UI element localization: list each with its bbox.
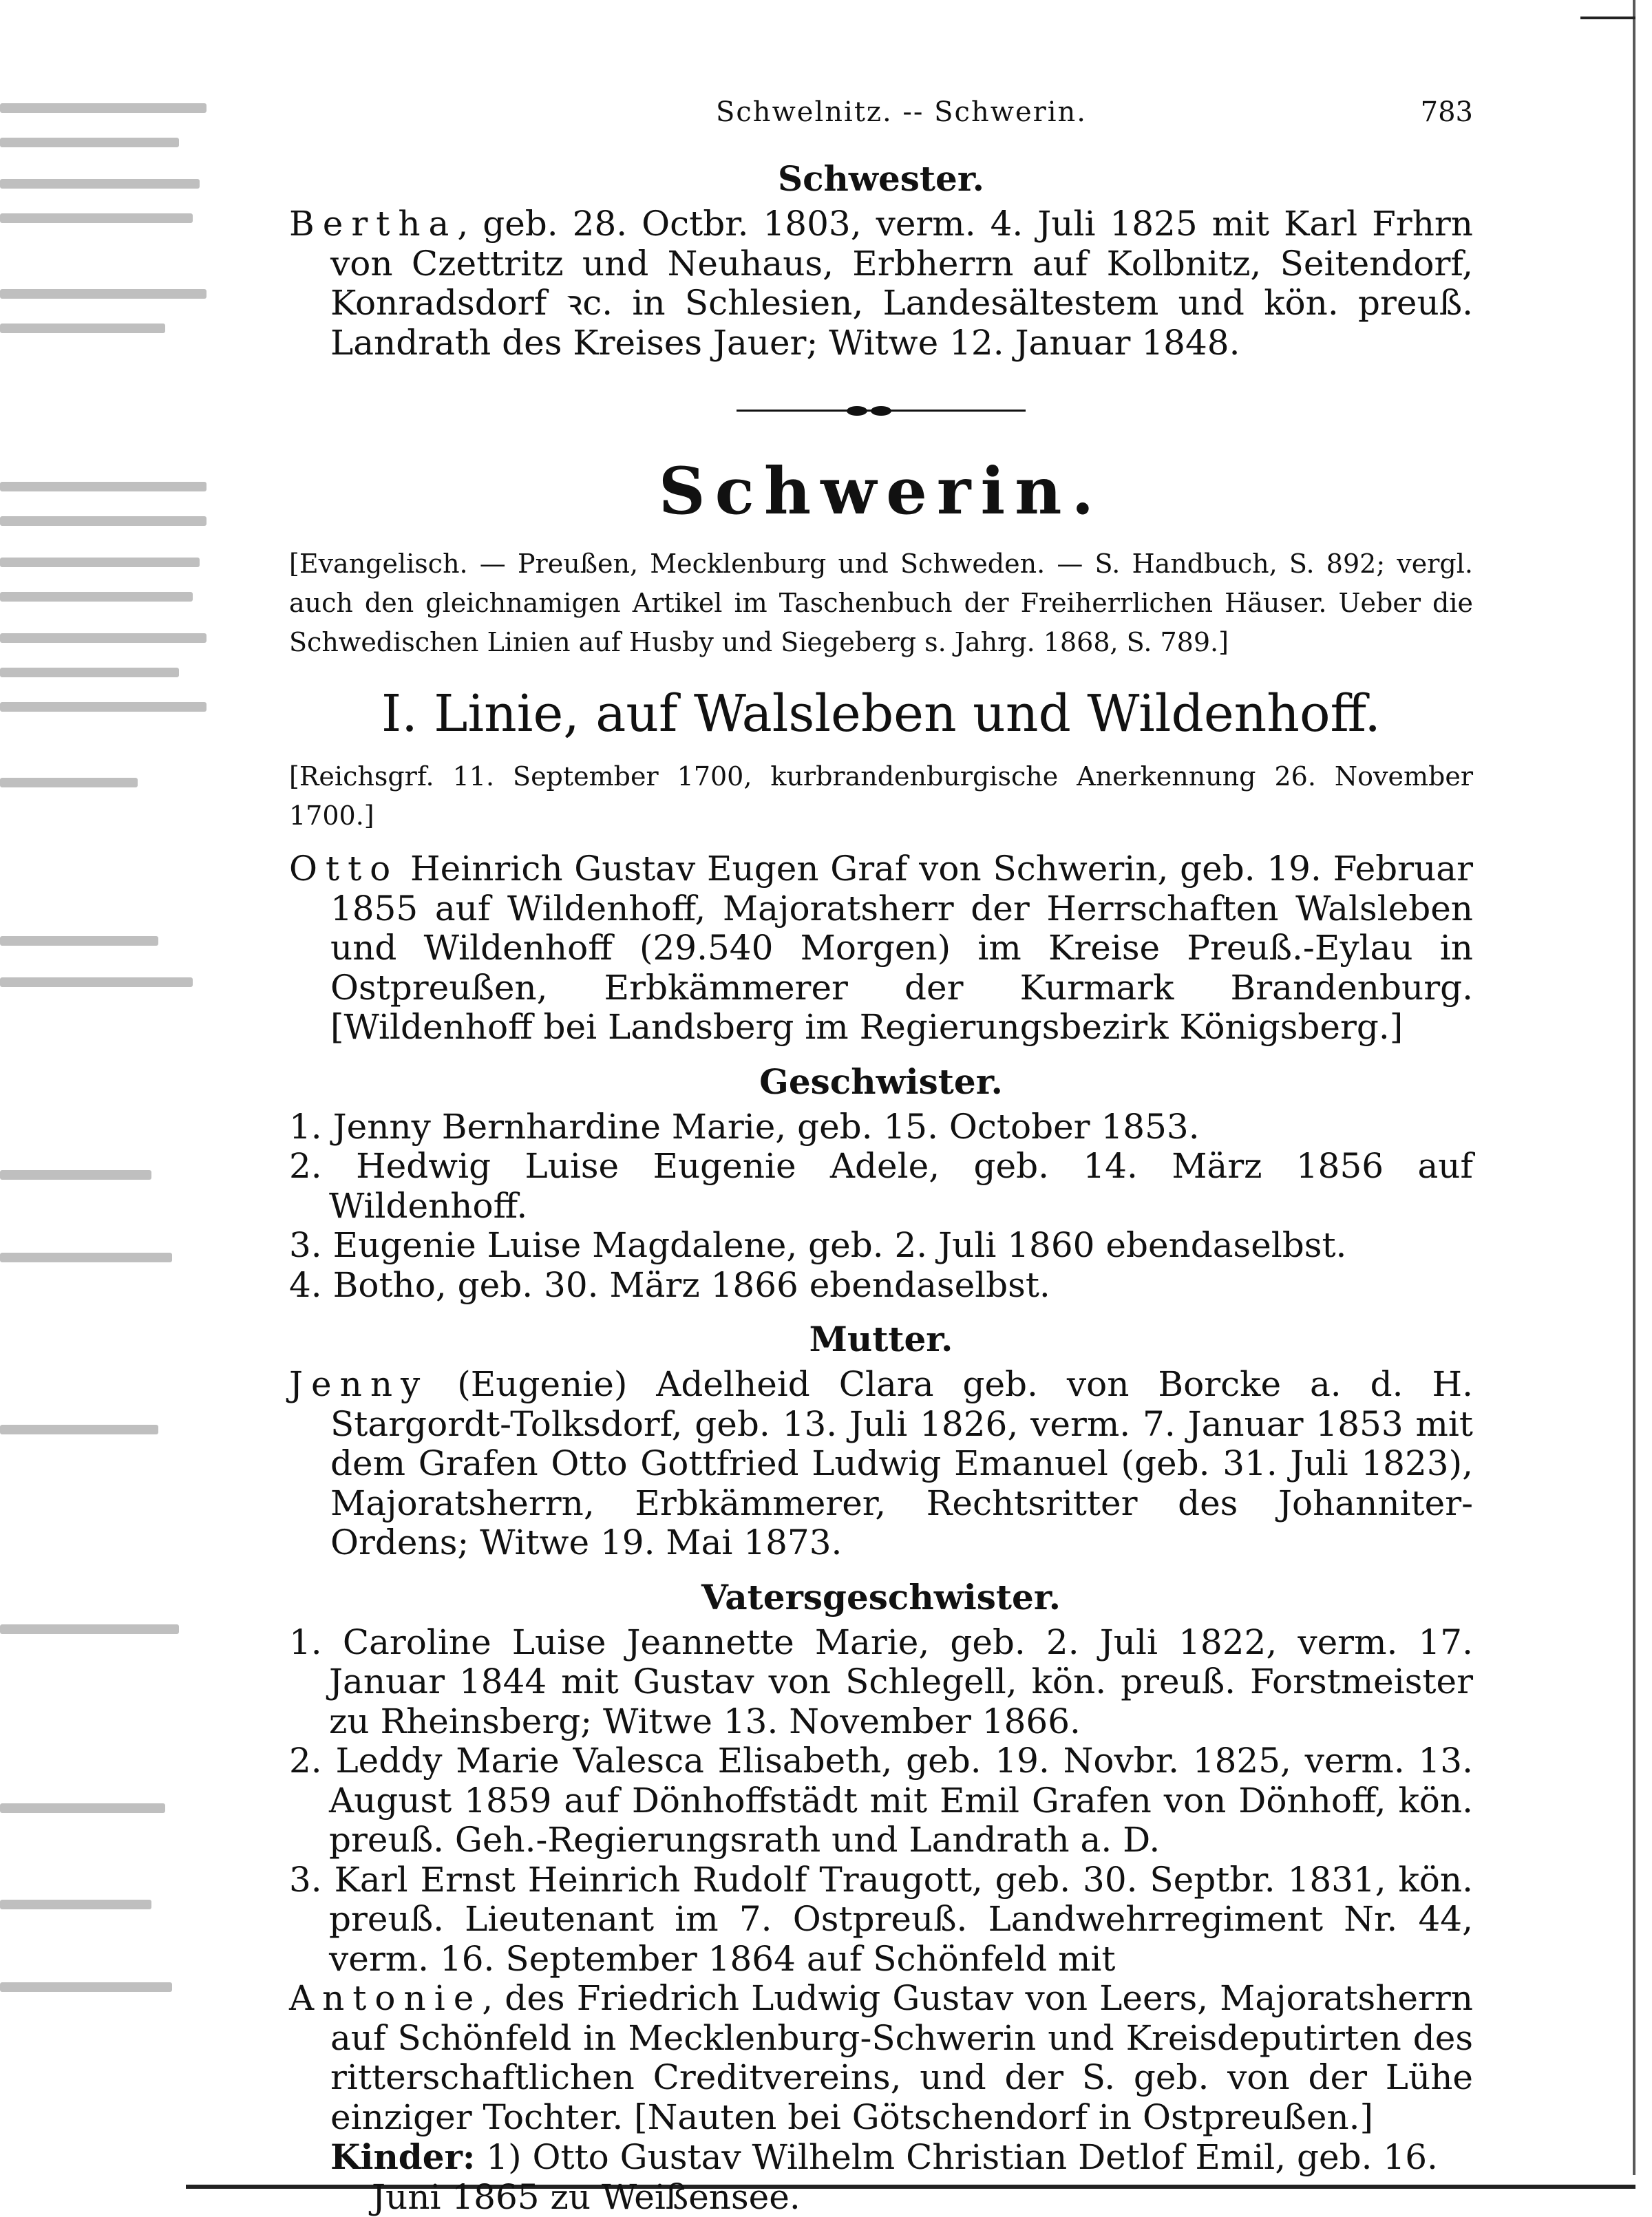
list-item: 3. Eugenie Luise Magdalene, geb. 2. Juli 1860 ebendaselbst. — [289, 1225, 1347, 1265]
head-of-house-first-name: Otto — [289, 849, 399, 889]
list-item: 2. Hedwig Luise Eugenie Adele, geb. 14. März 1856 auf Wildenhoff. — [289, 1146, 1473, 1226]
family-intro: [Evangelisch. — Preußen, Mecklenburg und Schweden. — S. Handbuch, S. 892; vergl. auch den gleichnamigen Artikel im Taschenbuch der Freiherrlichen Häuser. Ueber die Schwedischen Linien auf Husby und Siegeberg s. Jahrg. 1868, S. 789.] — [289, 549, 1473, 657]
name-bertha: Bertha — [289, 204, 458, 244]
entry-bertha — [289, 204, 1473, 363]
entry-bertha-text: , geb. 28. Octbr. 1803, verm. 4. Juli 1825 mit Karl Frhrn von Czettritz und Neuhaus, Erbherrn auf Kolbnitz, Seitendorf, Konradsdorf ꝛc. in Schlesien, Landesältestem und kön. preuß. Landrath des Kreises Jauer; Witwe 12. Januar 1848. — [330, 204, 1473, 363]
line-heading: I. Linie, auf Walsleben und Wildenhoff. — [381, 684, 1381, 743]
page-edge-corner — [1580, 17, 1635, 19]
page-number: 783 — [1420, 96, 1473, 128]
page-content — [289, 89, 1473, 2217]
entry-mutter-text: (Eugenie) Adelheid Clara geb. von Borcke a. d. H. Stargordt-Tolksdorf, geb. 13. Juli 1826, verm. 7. Januar 1853 mit dem Grafen Otto Gottfried Ludwig Emanuel (geb. 31. Juli 1823), Majoratsherrn, Erbkämmerer, Rechtsritter des Johanniter-Ordens; Witwe 19. Mai 1873. — [330, 1364, 1473, 1562]
list-item: 3. Karl Ernst Heinrich Rudolf Traugott, geb. 30. Septbr. 1831, kön. preuß. Lieutenant im 7. Ostpreuß. Landwehrregiment Nr. 44, verm. 16. September 1864 auf Schönfeld mit — [289, 1859, 1473, 1979]
kinder-text: 1) Otto Gustav Wilhelm Christian Detlof Emil, geb. 16. Juni 1865 zu Weißensee. — [372, 2137, 1438, 2217]
entry-kinder — [289, 2137, 1473, 2217]
entry-mutter — [289, 1365, 1473, 1563]
geschwister-list — [289, 1107, 1473, 1306]
entry-antonie-text: , des Friedrich Ludwig Gustav von Leers, Majoratsherrn auf Schönfeld in Mecklenburg-Schwerin und Kreisdeputirten des ritterschaftlichen Creditvereins, und der S. geb. von der Lühe einziger Tochter. [Nauten bei Götschendorf in Ostpreußen.] — [330, 1978, 1473, 2137]
ornamental-divider — [737, 405, 1026, 415]
name-antonie: Antonie — [289, 1978, 483, 2018]
page-edge-right — [1633, 0, 1635, 2175]
heading-vatersgeschwister: Vatersgeschwister. — [701, 1576, 1061, 1617]
head-of-house-text: Heinrich Gustav Eugen Graf von Schwerin, geb. 19. Februar 1855 auf Wildenhoff, Majoratsherr der Herrschaften Walsleben und Wildenhoff (29.540 Morgen) im Kreise Preuß.-Eylau in Ostpreußen, Erbkämmerer der Kurmark Brandenburg. [Wildenhoff bei Landsberg im Regierungsbezirk Königsberg.] — [330, 849, 1473, 1047]
list-item: 1. Caroline Luise Jeannette Marie, geb. 2. Juli 1822, verm. 17. Januar 1844 mit Gustav von Schlegell, kön. preuß. Forstmeister zu Rheinsberg; Witwe 13. November 1866. — [289, 1622, 1473, 1741]
heading-geschwister: Geschwister. — [759, 1061, 1003, 1102]
name-mutter: Jenny — [289, 1364, 429, 1404]
running-title: Schwelnitz. -- Schwerin. — [716, 96, 1088, 128]
bleed-through-left-margin — [0, 83, 213, 2079]
vatersgeschwister-list — [289, 1623, 1473, 1980]
family-title: Schwerin. — [658, 454, 1104, 529]
heading-mutter: Mutter. — [809, 1319, 953, 1359]
running-header — [289, 89, 1473, 145]
kinder-label: Kinder: — [330, 2136, 476, 2177]
list-item: 4. Botho, geb. 30. März 1866 ebendaselbst. — [289, 1264, 1050, 1305]
heading-schwester: Schwester. — [778, 158, 984, 199]
line-note: [Reichsgrf. 11. September 1700, kurbrandenburgische Anerkennung 26. November 1700.] — [289, 761, 1473, 831]
head-of-house-entry — [289, 849, 1473, 1048]
list-item: 1. Jenny Bernhardine Marie, geb. 15. October 1853. — [289, 1106, 1200, 1147]
entry-antonie — [289, 1979, 1473, 2137]
list-item: 2. Leddy Marie Valesca Elisabeth, geb. 19. Novbr. 1825, verm. 13. August 1859 auf Dönhoffstädt mit Emil Grafen von Dönhoff, kön. preuß. Geh.-Regierungsrath und Landrath a. D. — [289, 1741, 1473, 1860]
